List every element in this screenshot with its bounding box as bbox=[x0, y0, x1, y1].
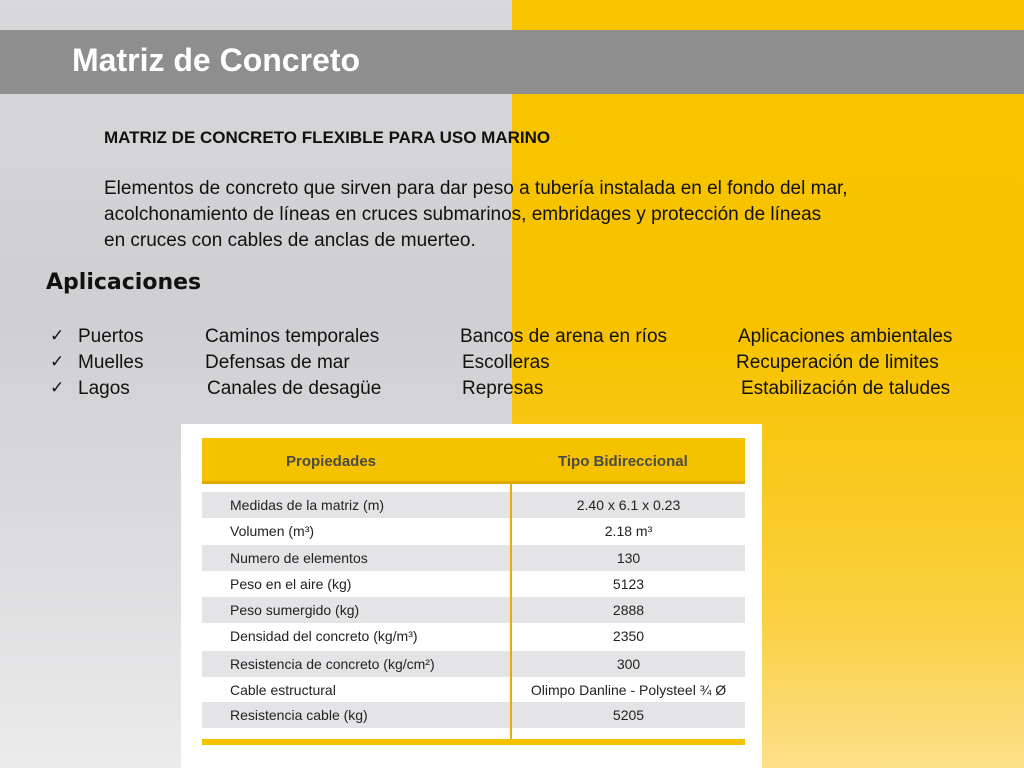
property-cell: Volumen (m³) bbox=[230, 523, 315, 539]
property-cell: Numero de elementos bbox=[230, 550, 368, 566]
table-row bbox=[202, 651, 745, 677]
application-item: Lagos bbox=[78, 378, 130, 399]
value-cell: 2.40 x 6.1 x 0.23 bbox=[576, 497, 681, 513]
property-cell: Peso en el aire (kg) bbox=[230, 576, 352, 592]
table-header-cell: Tipo Bidireccional bbox=[558, 453, 688, 470]
application-item: Recuperación de limites bbox=[736, 352, 939, 373]
property-cell: Medidas de la matriz (m) bbox=[230, 497, 385, 513]
table-row bbox=[202, 571, 745, 597]
value-cell: 300 bbox=[616, 656, 641, 672]
application-item: Canales de desagüe bbox=[207, 378, 382, 399]
property-cell: Densidad del concreto (kg/m³) bbox=[230, 628, 418, 644]
application-item: Escolleras bbox=[462, 352, 550, 373]
applications-heading: Aplicaciones bbox=[46, 270, 202, 295]
table-row bbox=[202, 545, 745, 571]
value-cell: 2350 bbox=[612, 628, 645, 644]
value-cell: Olimpo Danline - Polysteel ¾ Ø bbox=[530, 682, 727, 698]
description bbox=[104, 176, 984, 254]
description-line: en cruces con cables de anclas de muerteo. bbox=[104, 230, 476, 251]
application-item: Bancos de arena en ríos bbox=[460, 326, 668, 347]
value-cell: 5123 bbox=[612, 576, 645, 592]
description-line: Elementos de concreto que sirven para dar peso a tubería instalada en el fondo del mar, bbox=[104, 178, 848, 199]
table-row bbox=[202, 623, 745, 649]
table-row bbox=[202, 677, 745, 703]
table-header-cell: Propiedades bbox=[286, 453, 377, 470]
application-item: Muelles bbox=[78, 352, 144, 373]
applications-row bbox=[0, 352, 1024, 378]
value-cell: 5205 bbox=[612, 707, 645, 723]
applications-row bbox=[0, 378, 1024, 404]
page-title: Matriz de Concreto bbox=[72, 42, 361, 78]
table-column-divider bbox=[510, 484, 512, 739]
table-row bbox=[202, 492, 745, 518]
table-row bbox=[202, 597, 745, 623]
check-icon: ✓ bbox=[50, 378, 65, 397]
property-cell: Cable estructural bbox=[230, 682, 336, 698]
check-icon: ✓ bbox=[50, 326, 65, 345]
property-cell: Resistencia cable (kg) bbox=[230, 707, 368, 723]
table-row bbox=[202, 518, 745, 544]
property-cell: Resistencia de concreto (kg/cm²) bbox=[230, 656, 435, 672]
check-icon: ✓ bbox=[50, 352, 65, 371]
value-cell: 130 bbox=[616, 550, 641, 566]
table-row bbox=[202, 702, 745, 728]
application-item: Defensas de mar bbox=[205, 352, 350, 373]
table-footer-bar bbox=[202, 739, 745, 745]
application-item: Represas bbox=[462, 378, 544, 399]
application-item: Caminos temporales bbox=[205, 326, 380, 347]
description-line: acolchonamiento de líneas en cruces submarinos, embridages y protección de líneas bbox=[104, 204, 822, 225]
table-header bbox=[202, 438, 745, 484]
value-cell: 2888 bbox=[612, 602, 645, 618]
property-cell: Peso sumergido (kg) bbox=[230, 602, 360, 618]
application-item: Estabilización de taludes bbox=[741, 378, 951, 399]
applications-row bbox=[0, 326, 1024, 352]
subtitle: MATRIZ DE CONCRETO FLEXIBLE PARA USO MARINO bbox=[104, 128, 551, 147]
application-item: Aplicaciones ambientales bbox=[738, 326, 953, 347]
value-cell: 2.18 m³ bbox=[604, 523, 653, 539]
application-item: Puertos bbox=[78, 326, 144, 347]
